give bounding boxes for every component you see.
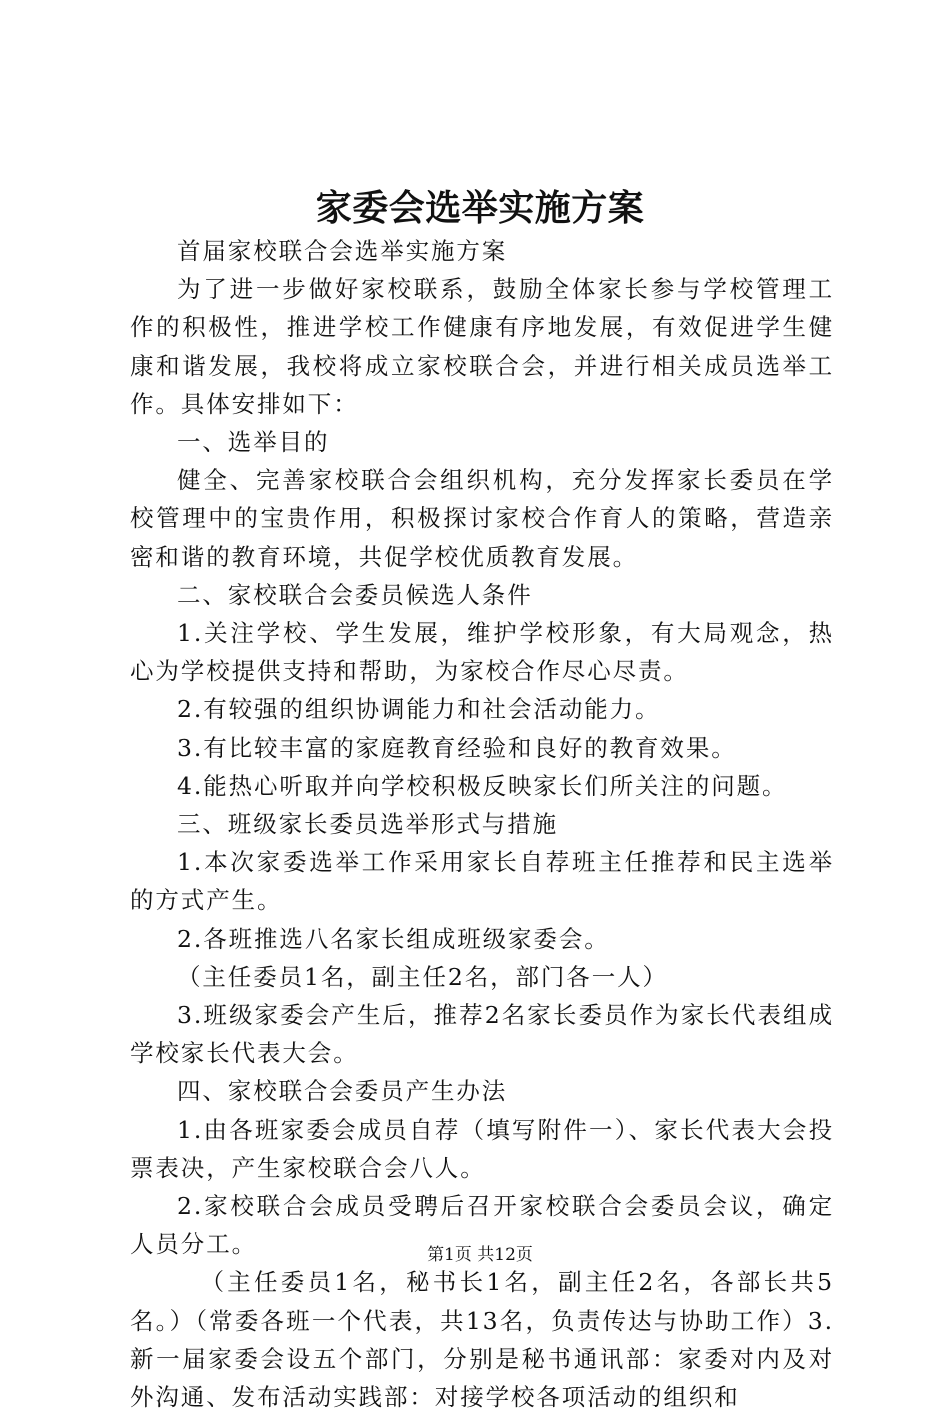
list-item: 2.有较强的组织协调能力和社会活动能力。 xyxy=(177,695,661,724)
list-item: 2.家校联合会成员受聘后召开家校联合会委员会议，确定人员分工。 xyxy=(130,1192,834,1259)
document-body xyxy=(130,232,834,1416)
section-heading-4: 四、家校联合会委员产生办法 xyxy=(177,1077,508,1106)
document-title: 家委会选举实施方案 xyxy=(315,187,645,229)
list-item: 1.由各班家委会成员自荐（填写附件一）、家长代表大会投票表决，产生家校联合会八人。 xyxy=(130,1115,834,1182)
list-item: 3.有比较丰富的家庭教育经验和良好的教育效果。 xyxy=(177,733,737,762)
page-number: 第1页 共12页 xyxy=(427,1245,533,1265)
list-item: 1.关注学校、学生发展，维护学校形象，有大局观念，热心为学校提供支持和帮助，为家校合作尽心尽责。 xyxy=(130,619,834,686)
section-heading-2: 二、家校联合会委员候选人条件 xyxy=(177,580,533,609)
list-item: 3.班级家委会产生后，推荐2名家长委员作为家长代表组成学校家长代表大会。 xyxy=(130,1001,834,1068)
section-heading-3: 三、班级家长委员选举形式与措施 xyxy=(177,810,558,839)
paragraph-purpose: 健全、完善家校联合会组织机构，充分发挥家长委员在学校管理中的宝贵作用，积极探讨家校合作育人的策略，营造亲密和谐的教育环境，共促学校优质教育发展。 xyxy=(130,466,834,571)
list-item: 4.能热心听取并向学校积极反映家长们所关注的问题。 xyxy=(177,771,788,800)
paragraph-subtitle: 首届家校联合会选举实施方案 xyxy=(177,237,508,265)
paragraph-note: （主任委员1名，副主任2名，部门各一人） xyxy=(177,962,668,991)
list-item: 1.本次家委选举工作采用家长自荐班主任推荐和民主选举的方式产生。 xyxy=(130,848,834,915)
section-heading-1: 一、选举目的 xyxy=(177,428,330,457)
paragraph-note: （主任委员1名，秘书长1名，副主任2名，各部长共5名。）（常委各班一个代表，共13名，负责传达与协助工作）3.新一届家委会设五个部门，分别是秘书通讯部：家委对内及对外沟通、发布活动实践部：对接学校各项活动的组织和 xyxy=(130,1268,834,1412)
list-item: 2.各班推选八名家长组成班级家委会。 xyxy=(177,924,610,953)
paragraph-intro: 为了进一步做好家校联系，鼓励全体家长参与学校管理工作的积极性，推进学校工作健康有序地发展，有效促进学生健康和谐发展，我校将成立家校联合会，并进行相关成员选举工作。具体安排如下： xyxy=(130,275,834,418)
